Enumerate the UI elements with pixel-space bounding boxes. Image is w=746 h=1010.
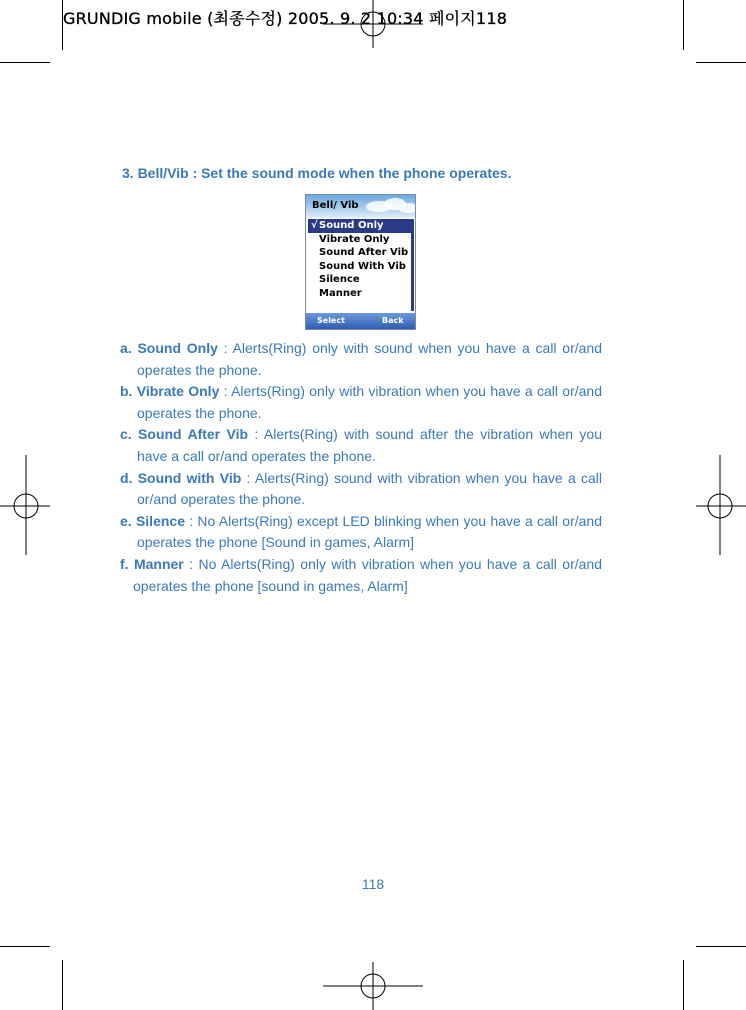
- description-item: [120, 424, 602, 467]
- description-item: [120, 338, 602, 381]
- phone-menu-item-label: Manner: [319, 287, 362, 299]
- crop-mark-bottom-left-h: [0, 946, 50, 947]
- phone-menu-item-silence[interactable]: [306, 273, 412, 287]
- phone-softkey-bar: [306, 313, 415, 329]
- item-desc: : Alerts(Ring) sound with vibration when you have a call or/and operates the phone.: [137, 469, 602, 508]
- crop-mark-bottom-left-v: [62, 960, 63, 1010]
- item-term: c. Sound After Vib: [120, 426, 249, 443]
- item-term: e. Silence: [120, 512, 185, 529]
- description-item: [120, 511, 602, 554]
- page-number: 118: [361, 876, 385, 892]
- phone-menu-item-label: Vibrate Only: [319, 233, 390, 245]
- section-heading: 3. Bell/Vib : Set the sound mode when the phone operates.: [122, 165, 512, 181]
- item-term: d. Sound with Vib: [120, 469, 242, 486]
- softkey-select[interactable]: Select: [317, 316, 345, 325]
- mode-descriptions: [120, 338, 602, 597]
- crop-mark-bottom-right-v: [683, 960, 684, 1010]
- item-desc: : Alerts(Ring) with sound after the vibration when you have a call or/and operates the phone.: [137, 426, 602, 464]
- phone-menu-item-label: Sound After Vib: [319, 247, 409, 259]
- description-item: [120, 381, 602, 424]
- phone-title-bar: [306, 195, 415, 218]
- phone-menu-item-sound-only[interactable]: [308, 219, 412, 233]
- phone-scrollbar: [411, 219, 414, 311]
- item-desc: : Alerts(Ring) only with sound when you have a call or/and operates the phone.: [137, 340, 603, 378]
- item-term: a. Sound Only: [120, 340, 218, 356]
- crop-mark-top-right-h: [696, 62, 746, 63]
- description-item: [120, 468, 602, 511]
- phone-menu-item-sound-with-vib[interactable]: [306, 260, 412, 274]
- print-header: GRUNDIG mobile (최종수정) 2005. 9. 2 10:34 페이지118: [63, 9, 508, 28]
- crop-mark-top-right-v: [683, 0, 684, 50]
- phone-screen: [305, 194, 416, 330]
- cloud-decoration: [398, 203, 416, 213]
- phone-menu-item-sound-after-vib[interactable]: [306, 246, 412, 260]
- item-desc: : Alerts(Ring) only with vibration when you have a call or/and operates the phone.: [137, 383, 602, 421]
- phone-menu-item-label: Sound Only: [319, 220, 384, 231]
- item-desc: : No Alerts(Ring) only with vibration when you have a call or/and operates the phone [sound in games, Alarm]: [133, 555, 602, 594]
- item-desc: : No Alerts(Ring) except LED blinking when you have a call or/and operates the phone [Sound in games, Alarm]: [137, 512, 602, 551]
- phone-title: Bell/ Vib: [312, 200, 359, 211]
- phone-menu-list: [306, 219, 412, 301]
- softkey-back[interactable]: Back: [382, 316, 404, 325]
- crop-mark-top-left-h: [0, 62, 50, 63]
- item-term: b. Vibrate Only: [120, 383, 220, 400]
- check-icon: √: [311, 220, 318, 231]
- description-item: [120, 554, 602, 597]
- crop-mark-bottom-right-h: [696, 946, 746, 947]
- phone-menu-item-label: Silence: [319, 274, 360, 286]
- item-term: f. Manner: [120, 555, 184, 572]
- registration-mark-left: [0, 455, 50, 555]
- phone-menu-item-manner[interactable]: [306, 287, 412, 301]
- phone-menu-item-label: Sound With Vib: [319, 260, 406, 272]
- registration-mark-bottom: [323, 960, 423, 1010]
- registration-mark-right: [696, 455, 746, 555]
- phone-menu-item-vibrate-only[interactable]: [306, 233, 412, 247]
